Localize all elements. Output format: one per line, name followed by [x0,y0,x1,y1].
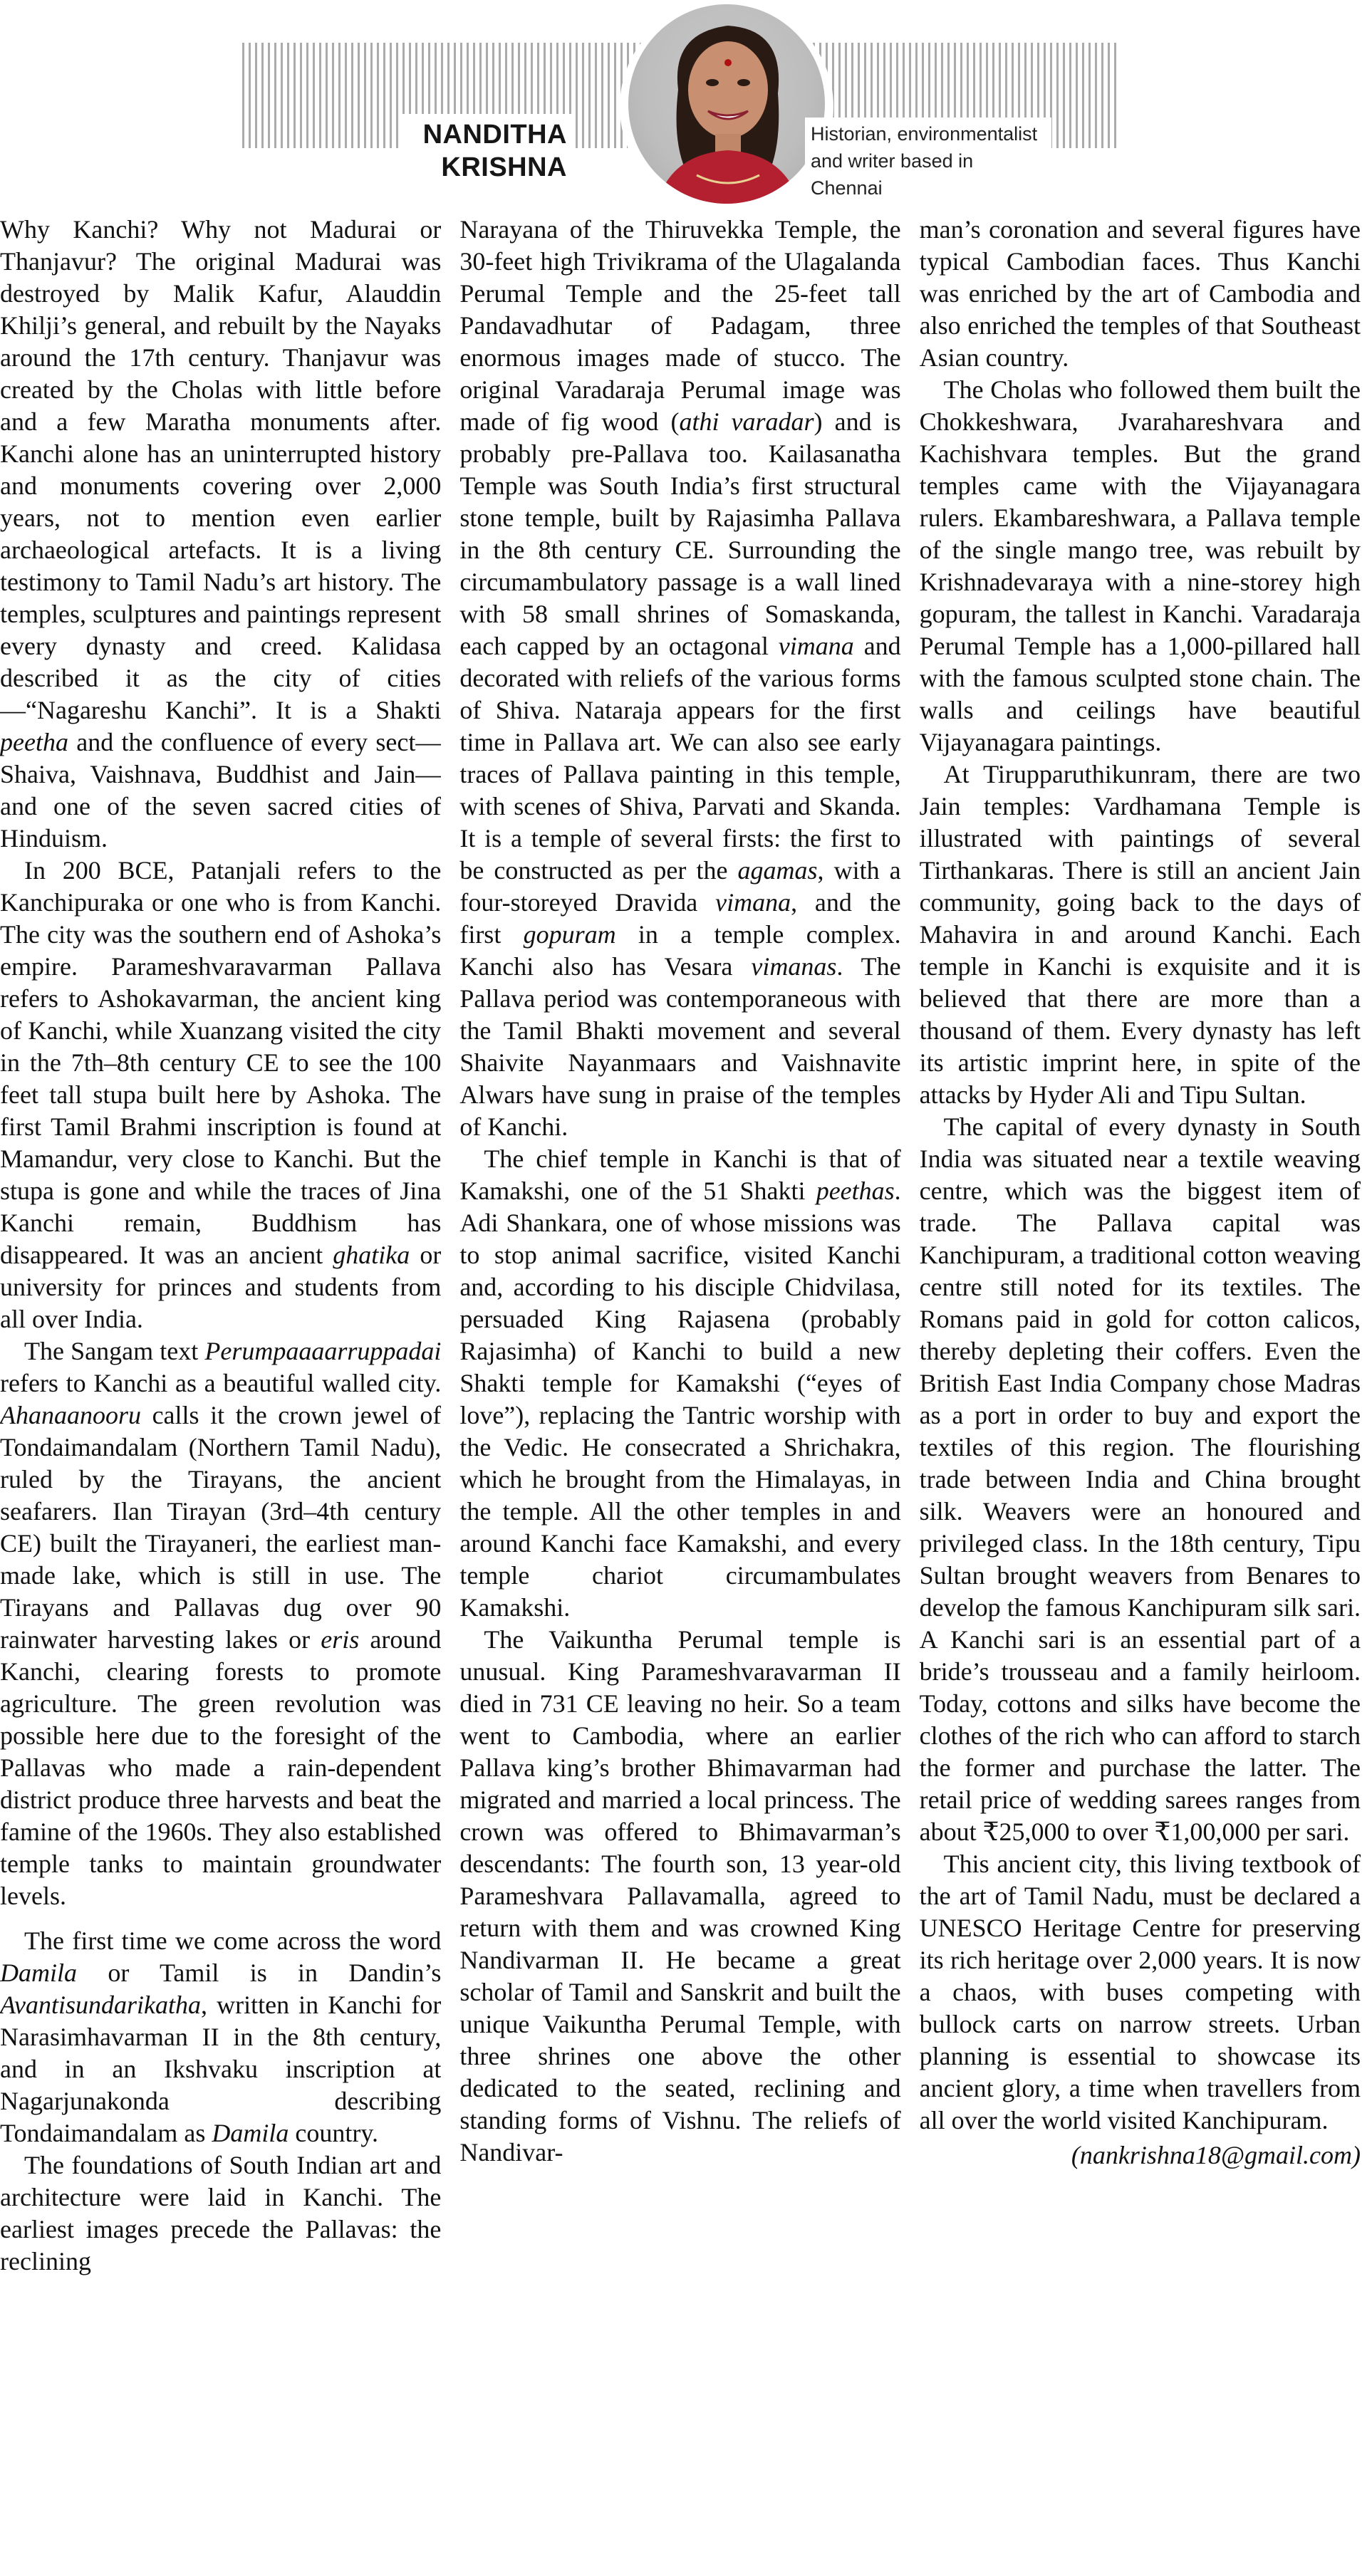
paragraph [920,214,1361,374]
author-portrait-photo [628,4,825,204]
paragraph-text: , and the first [459,888,901,949]
italic-term: gopuram [523,920,616,949]
author-last-name: KRISHNA [441,152,567,182]
paragraph-text: country. [295,2119,379,2147]
italic-term: Perumpaaaarruppadai [204,1337,442,1365]
italic-term: eris [321,1625,360,1654]
paragraph-text: . The Pallava period was contemporaneous with the Tamil Bhakti movement and several Shaivite Nayanmaars and Vaishnavite Alwars have sung in praise of the temples of Kanchi. [459,952,901,1141]
author-desc-line-2: and writer based in Chennai [811,150,974,199]
paragraph-text: , with a four-storeyed Dravida [459,856,901,917]
paragraph-text: The first time we come across the word [24,1926,442,1955]
italic-term: peetha [0,728,68,756]
italic-term: agamas [737,856,818,885]
author-portrait-icon [628,4,825,204]
paragraph-text: Why Kanchi? Why not Madurai or Thanjavur? The original Madurai was destroyed by Malik Kafur, Alauddin Khilji’s general, and rebuilt by the Nayaks around the 17th century. Thanjavur was created by the Cholas with little before and a few Maratha monuments after. Kanchi alone has an uninterrupted history and monuments covering over 2,000 years, not to mention even earlier archaeological artefacts. It is a living testimony to Tamil Nadu’s art history. The temples, sculptures and paintings represent every dynasty and creed. Kalidasa described it as the city of cities—“Nagareshu Kanchi”. It is a Shakti [0,215,442,724]
paragraph-text: and decorated with reliefs of the various forms of Shiva. Nataraja appears for the first time in Pallava art. We can also see early traces of Pallava painting in this temple, with scenes of Shiva, Parvati and Skanda. It is a temple of several firsts: the first to be constructed as per the [459,632,901,885]
paragraph-text: The foundations of South Indian art and architecture were laid in Kanchi. The earliest images precede the Pallavas: the reclining [0,2151,442,2275]
author-email: (nankrishna18@gmail.com) [1071,2141,1361,2169]
article-body [0,214,1361,2564]
paragraph-text: . Adi Shankara, one of whose missions was to stop animal sacrifice, visited Kanchi and, according to his disciple Chidvilasa, persuaded King Rajasena (probably Rajasimha) of Kanchi to build a new Shakti temple for Kamakshi (“eyes of love”), replacing the Tantric worship with the Vedic. He consecrated a Shrichakra, which he brought from the Himalayas, in the temple. All the other temples in and around Kanchi face Kamakshi, and every temple chariot circumambulates Kamakshi. [459,1177,901,1622]
paragraph-text: calls it the crown jewel of Tondaimandalam (Northern Tamil Nadu), ruled by the Tirayans, the ancient seafarers. Ilan Tirayan (3rd–4th century CE) built the Tirayaneri, the earliest man-made lake, which is still in use. The Tirayans and Pallavas dug over 90 rainwater harvesting lakes or [0,1401,442,1654]
paragraph-text: The Vaikuntha Perumal temple is unusual. King Parameshvaravarman II died in 731 CE leaving no heir. So a team went to Cambodia, where an earlier Pallava king’s brother Bhimavarman had migrated and married a local princess. The crown was offered to Bhimavarman’s descendants: The fourth son, 13 year-old Parameshvara Pallavamalla, agreed to return with them and was crowned King Nandivarman II. He became a great scholar of Tamil and Sanskrit and built the unique Vaikuntha Perumal Temple, with three shrines one above the other dedicated to the seated, reclining and standing forms of Vishnu. The reliefs of Nandivar- [459,1625,901,2166]
paragraph [920,1848,1361,2137]
italic-term: athi varadar [679,407,814,436]
paragraph [0,855,441,1335]
italic-term: vimana [715,888,791,917]
paragraph [0,214,441,855]
paragraph [459,1143,900,1624]
paragraph-text: The capital of every dynasty in South India was situated near a textile weaving centre, which was the biggest item of trade. The Pallava capital was Kanchipuram, a traditional cotton weaving centre still noted for its textiles. The Romans paid in gold for cotton calicos, thereby depleting their coffers. Even the British East India Company chose Madras as a port in order to buy and export the textiles of this region. The flourishing trade between India and China brought silk. Weavers were an honoured and privileged class. In the 18th century, Tipu Sultan brought weavers from Benares to develop the famous Kanchipuram silk sari. A Kanchi sari is an essential part of a bride’s trousseau and a family heirloom. Today, cottons and silks have become the clothes of the rich who can afford to starch the former and purchase the latter. The retail price of wedding sarees ranges from about ₹25,000 to over ₹1,00,000 per sari. [919,1112,1361,1846]
paragraph-text: At Tirupparuthikunram, there are two Jain temples: Vardhamana Temple is illustrated with paintings of several Tirthankaras. There is still an ancient Jain community, going back to the days of Mahavira in and around Kanchi. Each temple in Kanchi is exquisite and it is believed that there are more than a thousand of them. Every dynasty has left its artistic imprint here, in spite of the attacks by Hyder Ali and Tipu Sultan. [919,760,1361,1109]
paragraph [0,1925,441,2149]
italic-term: Damila [0,1959,77,1987]
article-header [0,0,1372,207]
paragraph-text: The Cholas who followed them built the Chokkeshwara, Jvarahareshvara and Kachishvara temples. But the grand temples came with the Vijayanagara rulers. Ekambareshwara, a Pallava temple of the single mango tree, was rebuilt by Krishnadevaraya with a nine-storey high gopuram, the tallest in Kanchi. Varadaraja Perumal Temple has a 1,000-pillared hall with the famous sculpted stone chain. The walls and ceilings have beautiful Vijayanagara paintings. [919,375,1361,756]
paragraph [920,758,1361,1111]
paragraph-text: The Sangam text [24,1337,199,1365]
paragraph [0,1335,441,1912]
paragraph-text: or Tamil is in Dandin’s [108,1959,442,1987]
paragraph-text: The chief temple in Kanchi is that of Kamakshi, one of the 51 Shakti [459,1144,901,1205]
paragraph-text: In 200 BCE, Patanjali refers to the Kanchipuraka or one who is from Kanchi. The city was the southern end of Ashoka’s empire. Parameshvaravarman Pallava refers to Ashokavarman, the ancient king of Kanchi, while Xuanzang visited the city in the 7th–8th century CE to see the 100 feet tall stupa built here by Ashoka. The first Tamil Brahmi inscription is found at Mamandur, very close to Kanchi. But the stupa is gone and while the traces of Jina Kanchi remain, Buddhism has disappeared. It was an ancient [0,856,442,1269]
paragraph-text: and the confluence of every sect— Shaiva, Vaishnava, Buddhist and Jain—and one of the seven sacred cities of Hinduism. [0,728,442,852]
italic-term: vimanas [751,952,837,981]
paragraph-text: Narayana of the Thiruvekka Temple, the 30-feet high Trivikrama of the Ulagalanda Perumal Temple and the 25-feet tall Pandavadhutar of Padagam, three enormous images made of stucco. The original Varadaraja Perumal image was made of fig wood ( [459,215,901,436]
article-column-2 [459,214,900,2564]
paragraph-text: ) and is probably pre-Pallava too. Kailasanatha Temple was South India’s first structural stone temple, built by Rajasimha Pallava in the 8th century CE. Surrounding the circumambulatory passage is a wall lined with 58 small shrines of Somaskanda, each capped by an octagonal [459,407,901,660]
italic-term: vimana [778,632,854,660]
paragraph-text: This ancient city, this living textbook of the art of Tamil Nadu, must be declared a UNESCO Heritage Centre for preserving its rich heritage over 2,000 years. It is now a chaos, with buses competing with bullock carts on narrow streets. Urban planning is essential to showcase its ancient glory, a time when travellers from all over the world visited Kanchipuram. [919,1850,1361,2134]
paragraph [459,214,900,1143]
italic-term: ghatika [333,1241,410,1269]
italic-term: Damila [212,2119,289,2147]
author-first-name: NANDITHA [422,120,567,150]
paragraph [0,2149,441,2278]
paragraph-text: man’s coronation and several figures have typical Cambodian faces. Thus Kanchi was enriched by the art of Cambodia and also enriched the temples of that Southeast Asian country. [919,215,1361,372]
paragraph-text: around Kanchi, clearing forests to promote agriculture. The green revolution was possible here due to the foresight of the Pallavas who made a rain-dependent district produce three harvests and beat the famine of the 1960s. They also established temple tanks to maintain groundwater levels. [0,1625,442,1910]
paragraph [920,1111,1361,1848]
paragraph-text: , written in Kanchi for Narasimhavarman II in the 8th century, and in an Ikshvaku inscription at Nagarjunakonda describing Tondaimandalam as [0,1991,442,2147]
article-column-3 [920,214,1361,2564]
author-desc-line-1: Historian, environmentalist [811,123,1038,145]
author-description [805,118,1051,204]
italic-term: peethas [816,1177,895,1205]
paragraph [459,1624,900,2169]
article-column-1 [0,214,441,2564]
paragraph-text: refers to Kanchi as a beautiful walled city. [0,1369,442,1397]
paragraph-text: or university for princes and students from all over India. [0,1241,442,1333]
author-name [399,114,571,188]
italic-term: Ahanaanooru [0,1401,141,1429]
italic-term: Avantisundarikatha [0,1991,201,2019]
paragraph [920,374,1361,758]
paragraph-text: in a temple complex. Kanchi also has Vesara [459,920,901,981]
